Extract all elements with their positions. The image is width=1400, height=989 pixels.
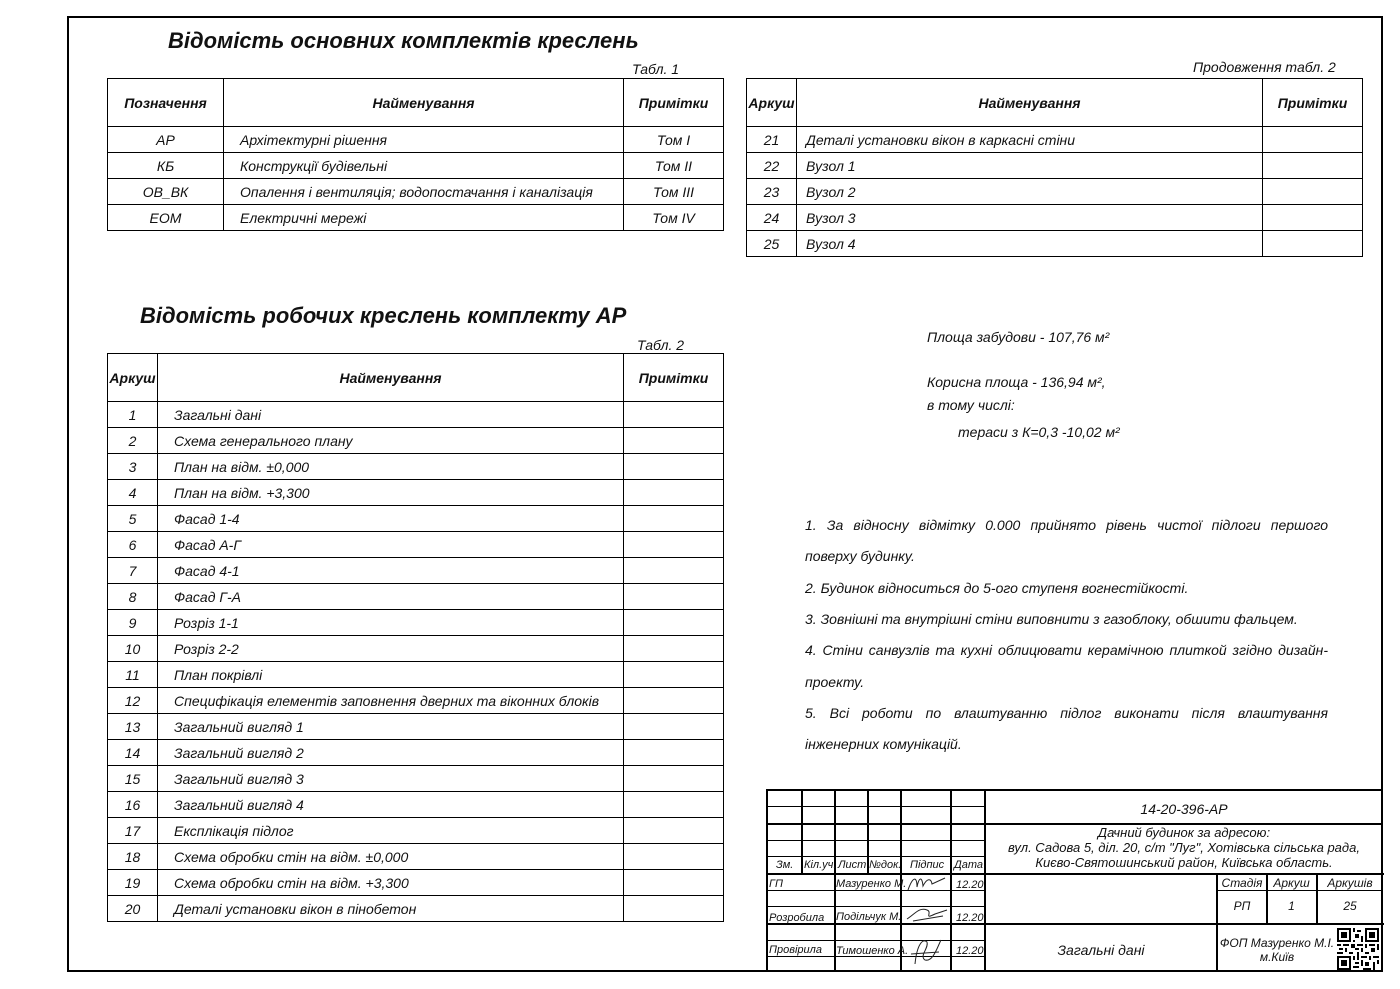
table-row	[108, 714, 724, 740]
stamp-company-line-2: м.Київ	[1259, 950, 1295, 964]
table1-header-notes: Примітки	[624, 79, 724, 127]
stamp-role-checked: Провірила	[769, 944, 822, 956]
table2-sheet-name: План на відм. +3,300	[158, 480, 624, 506]
signature-checked-icon	[905, 934, 949, 968]
note-5-cont: інженерних комунікацій.	[805, 736, 962, 752]
table3-sheet-number: 23	[747, 179, 797, 205]
table2-header-notes: Примітки	[624, 354, 724, 402]
note-4: 4. Стіни санвузлів та кухні облицювати керамічною плиткой згідно дизайн-	[805, 642, 1328, 658]
note-2: 2. Будинок відноситься до 5-ого ступеня вогнестійкості.	[805, 580, 1189, 596]
stamp-sheet-title: Загальні дані	[1057, 942, 1145, 958]
stamp-stage-label: Стадія	[1221, 876, 1263, 890]
table2-note	[624, 740, 724, 766]
table2-note	[624, 558, 724, 584]
table3-sheet-name: Вузол 3	[797, 205, 1263, 231]
stamp-col-count: Кіл.уч.	[804, 859, 837, 871]
table3-sheet-name: Деталі установки вікон в каркасні стіни	[797, 127, 1263, 153]
table-row	[108, 766, 724, 792]
stamp-name-checked: Тимошенко А.	[836, 945, 909, 957]
table-row	[108, 205, 724, 231]
table1-note: Том IV	[624, 205, 724, 231]
table2-sheet-name: Фасад 4-1	[158, 558, 624, 584]
table2-sheet-number: 14	[108, 740, 158, 766]
stamp-date-checked: 12.20	[956, 945, 984, 957]
stamp-date-developed: 12.20	[956, 912, 984, 924]
table2-sheet-number: 6	[108, 532, 158, 558]
table-row	[108, 584, 724, 610]
table-row	[108, 480, 724, 506]
stamp-object-line-2: вул. Садова 5, діл. 20, с/т "Луг", Хотівська сільська рада,	[1008, 840, 1360, 855]
table-row	[747, 179, 1363, 205]
table3-sheet-name: Вузол 2	[797, 179, 1263, 205]
table2-sheet-number: 1	[108, 402, 158, 428]
table3-sheet-number: 21	[747, 127, 797, 153]
table2-note	[624, 792, 724, 818]
table2-sheet-name: Загальні дані	[158, 402, 624, 428]
table2-sheet-name: Фасад Г-А	[158, 584, 624, 610]
table2-sheet-number: 13	[108, 714, 158, 740]
table-row	[108, 636, 724, 662]
stamp-stage-value: РП	[1233, 899, 1251, 913]
note-5: 5. Всі роботи по влаштуванню підлог виконати після влаштування	[805, 705, 1328, 721]
table2-note	[624, 584, 724, 610]
note-1: 1. За відносну відмітку 0.000 прийнято рівень чистої підлоги першого	[805, 517, 1328, 533]
table2-note	[624, 532, 724, 558]
table1-name: Опалення і вентиляція; водопостачання і каналізація	[224, 179, 624, 205]
table2-sheet-number: 7	[108, 558, 158, 584]
table2-sheet-name: Розріз 2-2	[158, 636, 624, 662]
table-row	[108, 179, 724, 205]
table2-sheet-name: Фасад А-Г	[158, 532, 624, 558]
stamp-company-line-1: ФОП Мазуренко М.І.	[1219, 936, 1335, 950]
table3-caption: Продовження табл. 2	[1193, 59, 1336, 75]
table2-sheet-name: Загальний вигляд 2	[158, 740, 624, 766]
table-row	[108, 428, 724, 454]
table2-sheet-name: Розріз 1-1	[158, 610, 624, 636]
stamp-sheet-label: Аркуш	[1273, 876, 1310, 890]
table3-note	[1263, 205, 1363, 231]
table3-sheet-number: 25	[747, 231, 797, 257]
table2-note	[624, 428, 724, 454]
table3-sheet-name: Вузол 1	[797, 153, 1263, 179]
stamp-sheet-value: 1	[1288, 899, 1295, 913]
table1-designation: АР	[108, 127, 224, 153]
table2-sheet-name: Експлікація підлог	[158, 818, 624, 844]
table3-sheet-number: 24	[747, 205, 797, 231]
table2-note	[624, 506, 724, 532]
table3-header-notes: Примітки	[1263, 79, 1363, 127]
table3-note	[1263, 153, 1363, 179]
table2-sheet-number: 4	[108, 480, 158, 506]
table2-sheet-number: 11	[108, 662, 158, 688]
note-4-cont: проекту.	[805, 674, 865, 690]
table-row	[108, 896, 724, 922]
table2-sheet-name: План на відм. ±0,000	[158, 454, 624, 480]
table2-header-sheet: Аркуш	[108, 354, 158, 402]
table-row	[108, 532, 724, 558]
table3-note	[1263, 127, 1363, 153]
table-row	[108, 506, 724, 532]
stamp-sheets-value: 25	[1343, 899, 1357, 913]
table-row	[108, 870, 724, 896]
table-row	[747, 231, 1363, 257]
table1-designation: КБ	[108, 153, 224, 179]
stamp-name-gp: Мазуренко М.	[836, 878, 907, 890]
stamp-name-developed: Подільчук М.	[836, 911, 902, 923]
table-row	[108, 127, 724, 153]
table2-sheet-number: 16	[108, 792, 158, 818]
table3-header-sheet: Аркуш	[747, 79, 797, 127]
table-row	[747, 127, 1363, 153]
table1-note: Том I	[624, 127, 724, 153]
table2-sheet-number: 12	[108, 688, 158, 714]
table1-name: Електричні мережі	[224, 205, 624, 231]
table2-note	[624, 688, 724, 714]
table2-note	[624, 636, 724, 662]
table2-sheet-number: 5	[108, 506, 158, 532]
table1-caption: Табл. 1	[632, 61, 680, 77]
table2-sheet-number: 3	[108, 454, 158, 480]
stamp-col-sheet: Лист	[838, 859, 867, 871]
table2-sheet-number: 9	[108, 610, 158, 636]
table2-note	[624, 610, 724, 636]
table2-sheet-name: Схема генерального плану	[158, 428, 624, 454]
stamp-role-developed: Розробила	[769, 912, 825, 924]
stamp-col-doc: №док.	[869, 859, 902, 871]
stamp-code: 14-20-396-АР	[1140, 801, 1228, 817]
table2-note	[624, 454, 724, 480]
stamp-sheets-label: Аркушів	[1327, 876, 1373, 890]
table1-name: Конструкції будівельні	[224, 153, 624, 179]
table1-designation: ЕОМ	[108, 205, 224, 231]
table2-note	[624, 818, 724, 844]
note-1-cont: поверху будинку.	[805, 548, 915, 564]
table2-sheet-name: Схема обробки стін на відм. +3,300	[158, 870, 624, 896]
table3-header-name: Найменування	[797, 79, 1263, 127]
table2-sheet-name: Фасад 1-4	[158, 506, 624, 532]
table-row	[108, 792, 724, 818]
table-row	[108, 454, 724, 480]
table2-note	[624, 714, 724, 740]
table3-sheet-name: Вузол 4	[797, 231, 1263, 257]
table2-sheet-number: 15	[108, 766, 158, 792]
stamp-col-signature: Підпис	[910, 859, 945, 871]
table2-caption: Табл. 2	[637, 337, 685, 353]
table-row	[108, 402, 724, 428]
table2-note	[624, 870, 724, 896]
table2-sheet-number: 18	[108, 844, 158, 870]
table2-sheet-name: Загальний вигляд 4	[158, 792, 624, 818]
table2-note	[624, 402, 724, 428]
table-main-sets	[107, 78, 724, 231]
table-row	[108, 844, 724, 870]
table2-sheet-name: Специфікація елементів заповнення дверних та віконних блоків	[158, 688, 624, 714]
table1-note: Том II	[624, 153, 724, 179]
stamp-col-date: Дата	[954, 859, 984, 871]
table1-header-name: Найменування	[224, 79, 624, 127]
table-row	[108, 153, 724, 179]
table2-sheet-name: Загальний вигляд 1	[158, 714, 624, 740]
area-including: в тому числі:	[927, 397, 1015, 413]
table2-sheet-number: 17	[108, 818, 158, 844]
area-terrace: тераси з К=0,3 -10,02 м²	[958, 424, 1120, 440]
signature-developed-icon	[905, 902, 949, 924]
table2-note	[624, 896, 724, 922]
table2-note	[624, 844, 724, 870]
table-row	[108, 688, 724, 714]
area-built: Площа забудови - 107,76 м²	[927, 329, 1110, 345]
table-row	[108, 662, 724, 688]
table3-note	[1263, 231, 1363, 257]
qr-code-icon	[1337, 928, 1379, 970]
table-working-drawings	[107, 353, 724, 922]
table2-sheet-name: Деталі установки вікон в пінобетон	[158, 896, 624, 922]
note-3: 3. Зовнішні та внутрішні стіни виповнити з газоблоку, обшити фальцем.	[805, 611, 1298, 627]
table-row	[108, 610, 724, 636]
table1-name: Архітектурні рішення	[224, 127, 624, 153]
table-row	[747, 205, 1363, 231]
stamp-object-line-3: Києво-Святошинський район, Київська область.	[1035, 855, 1333, 870]
table2-note	[624, 480, 724, 506]
stamp-role-gp: ГП	[769, 878, 783, 890]
table3-sheet-number: 22	[747, 153, 797, 179]
stamp-object-line-1: Дачний будинок за адресою:	[1097, 825, 1271, 840]
table2-sheet-name: План покрівлі	[158, 662, 624, 688]
table2-sheet-name: Схема обробки стін на відм. ±0,000	[158, 844, 624, 870]
table2-sheet-number: 10	[108, 636, 158, 662]
table2-header-name: Найменування	[158, 354, 624, 402]
table2-note	[624, 662, 724, 688]
table-row	[108, 740, 724, 766]
table2-sheet-number: 20	[108, 896, 158, 922]
table-row	[108, 818, 724, 844]
area-useful: Корисна площа - 136,94 м²,	[927, 374, 1106, 390]
stamp-date-gp: 12.20	[956, 879, 984, 891]
table-row	[747, 153, 1363, 179]
table2-sheet-number: 2	[108, 428, 158, 454]
stamp-col-change: Зм.	[776, 859, 794, 871]
table2-sheet-number: 19	[108, 870, 158, 896]
table-row	[108, 558, 724, 584]
table2-sheet-number: 8	[108, 584, 158, 610]
table3-note	[1263, 179, 1363, 205]
title-main-sets: Відомість основних комплектів креслень	[168, 28, 639, 53]
signature-gp-icon	[905, 872, 949, 894]
table1-note: Том III	[624, 179, 724, 205]
table1-designation: ОВ_ВК	[108, 179, 224, 205]
table2-note	[624, 766, 724, 792]
table1-header-designation: Позначення	[108, 79, 224, 127]
title-working-drawings: Відомість робочих креслень комплекту АР	[140, 303, 627, 328]
table2-sheet-name: Загальний вигляд 3	[158, 766, 624, 792]
table-continuation	[746, 78, 1363, 257]
